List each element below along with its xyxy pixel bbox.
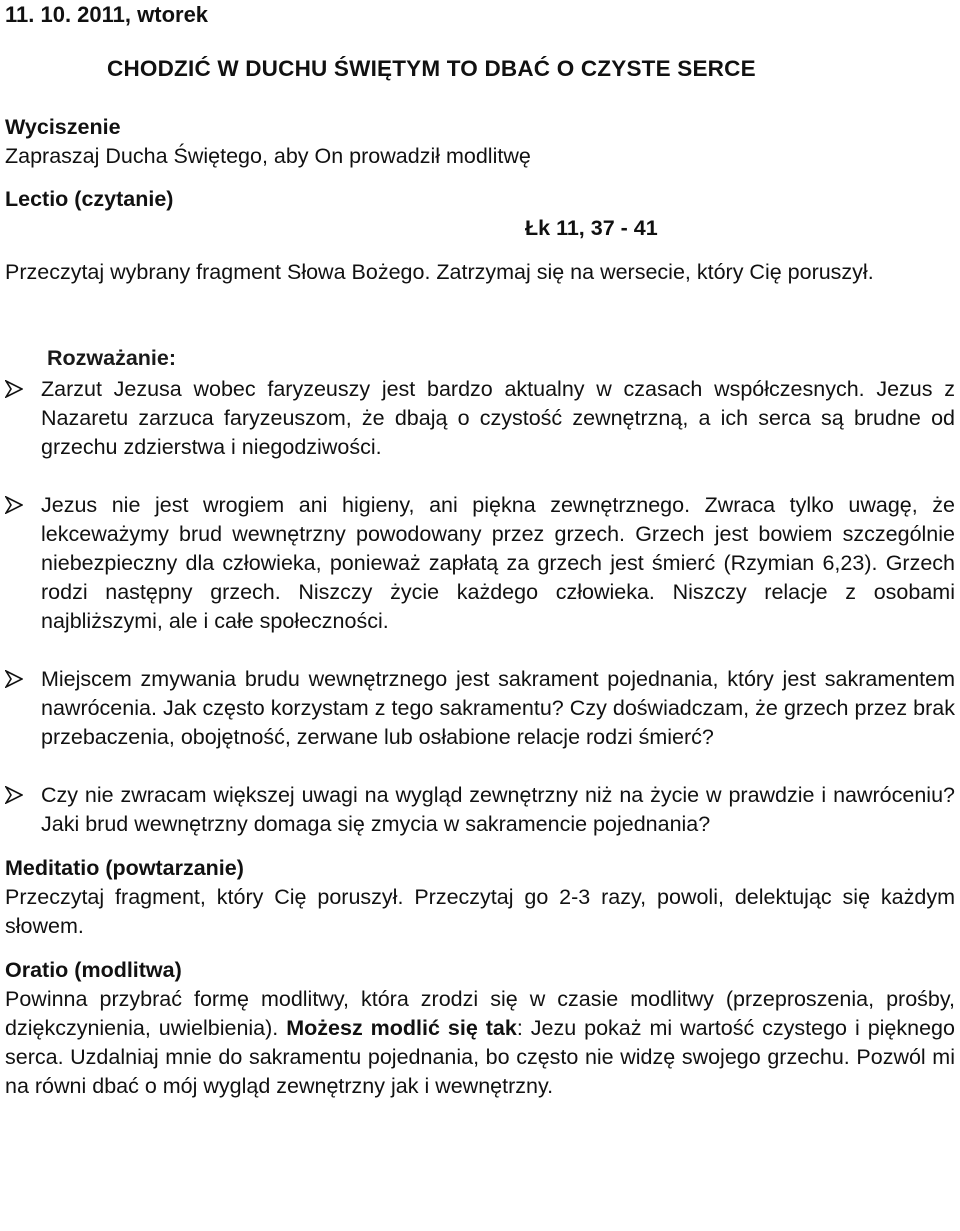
oratio-heading: Oratio (modlitwa)	[5, 958, 182, 982]
rozwazanie-heading: Rozważanie:	[47, 346, 177, 370]
list-item-text: Jezus nie jest wrogiem ani higieny, ani piękna zewnętrznego. Zwraca tylko uwagę, że lekceważymy brud wewnętrzny powodowany przez grzech. Grzech jest bowiem szczególnie niebezpieczny dla człowieka, ponieważ zapłatą za grzech jest śmierć (Rzymian 6,23). Grzech rodzi następny grzech. Niszczy życie każdego człowieka. Niszczy relacje z osobami najbliższymi, ale i całe społeczności.	[41, 493, 955, 633]
list-item	[5, 781, 955, 839]
list-item	[5, 375, 955, 462]
list-item-text: Zarzut Jezusa wobec faryzeuszy jest bardzo aktualny w czasach współczesnych. Jezus z Nazaretu zarzuca faryzeuszom, że dbają o czystość zewnętrzną, a ich serca są brudne od grzechu zdzierstwa i niegodziwości.	[41, 377, 955, 459]
list-item-text: Czy nie zwracam większej uwagi na wygląd zewnętrzny niż na życie w prawdzie i nawróceniu? Jaki brud wewnętrzny domaga się zmycia w sakramencie pojednania?	[41, 783, 955, 836]
scripture-reference: Łk 11, 37 - 41	[525, 216, 658, 240]
meditatio-heading: Meditatio (powtarzanie)	[5, 856, 244, 880]
page-title: CHODZIĆ W DUCHU ŚWIĘTYM TO DBAĆ O CZYSTE SERCE	[107, 56, 756, 81]
oratio-text	[5, 985, 955, 1101]
arrow-bullet-icon	[5, 786, 23, 804]
oratio-bold-phrase: Możesz modlić się tak	[286, 1016, 517, 1040]
lectio-heading: Lectio (czytanie)	[5, 187, 174, 211]
oratio-text-intro: Powinna przybrać formę modlitwy, która zrodzi się w czasie modlitwy (przeproszenia, prośby, dziękczynienia, uwielbienia).	[5, 987, 955, 1040]
arrow-bullet-icon	[5, 670, 23, 688]
list-item	[5, 665, 955, 752]
lectio-text: Przeczytaj wybrany fragment Słowa Bożego. Zatrzymaj się na wersecie, który Cię poruszył.	[5, 260, 874, 284]
oratio-prayer-text: : Jezu pokaż mi wartość czystego i pięknego serca. Uzdalniaj mnie do sakramentu pojednania, bo często nie widzę swojego grzechu. Pozwól mi na równi dbać o mój wygląd zewnętrzny jak i wewnętrzny.	[5, 1016, 955, 1098]
date-line: 11. 10. 2011, wtorek	[5, 2, 209, 27]
reflection-list	[5, 375, 955, 1101]
wyciszenie-text: Zapraszaj Ducha Świętego, aby On prowadził modlitwę	[5, 144, 531, 168]
list-item-text: Miejscem zmywania brudu wewnętrznego jest sakrament pojednania, który jest sakramentem nawrócenia. Jak często korzystam z tego sakramentu? Czy doświadczam, że grzech przez brak przebaczenia, obojętność, zerwane lub osłabione relacje rodzi śmierć?	[41, 667, 955, 749]
arrow-bullet-icon	[5, 496, 23, 514]
list-item	[5, 491, 955, 636]
meditatio-text: Przeczytaj fragment, który Cię poruszył. Przeczytaj go 2-3 razy, powoli, delektując się każdym słowem.	[5, 885, 955, 938]
arrow-bullet-icon	[5, 380, 23, 398]
wyciszenie-heading: Wyciszenie	[5, 115, 121, 139]
